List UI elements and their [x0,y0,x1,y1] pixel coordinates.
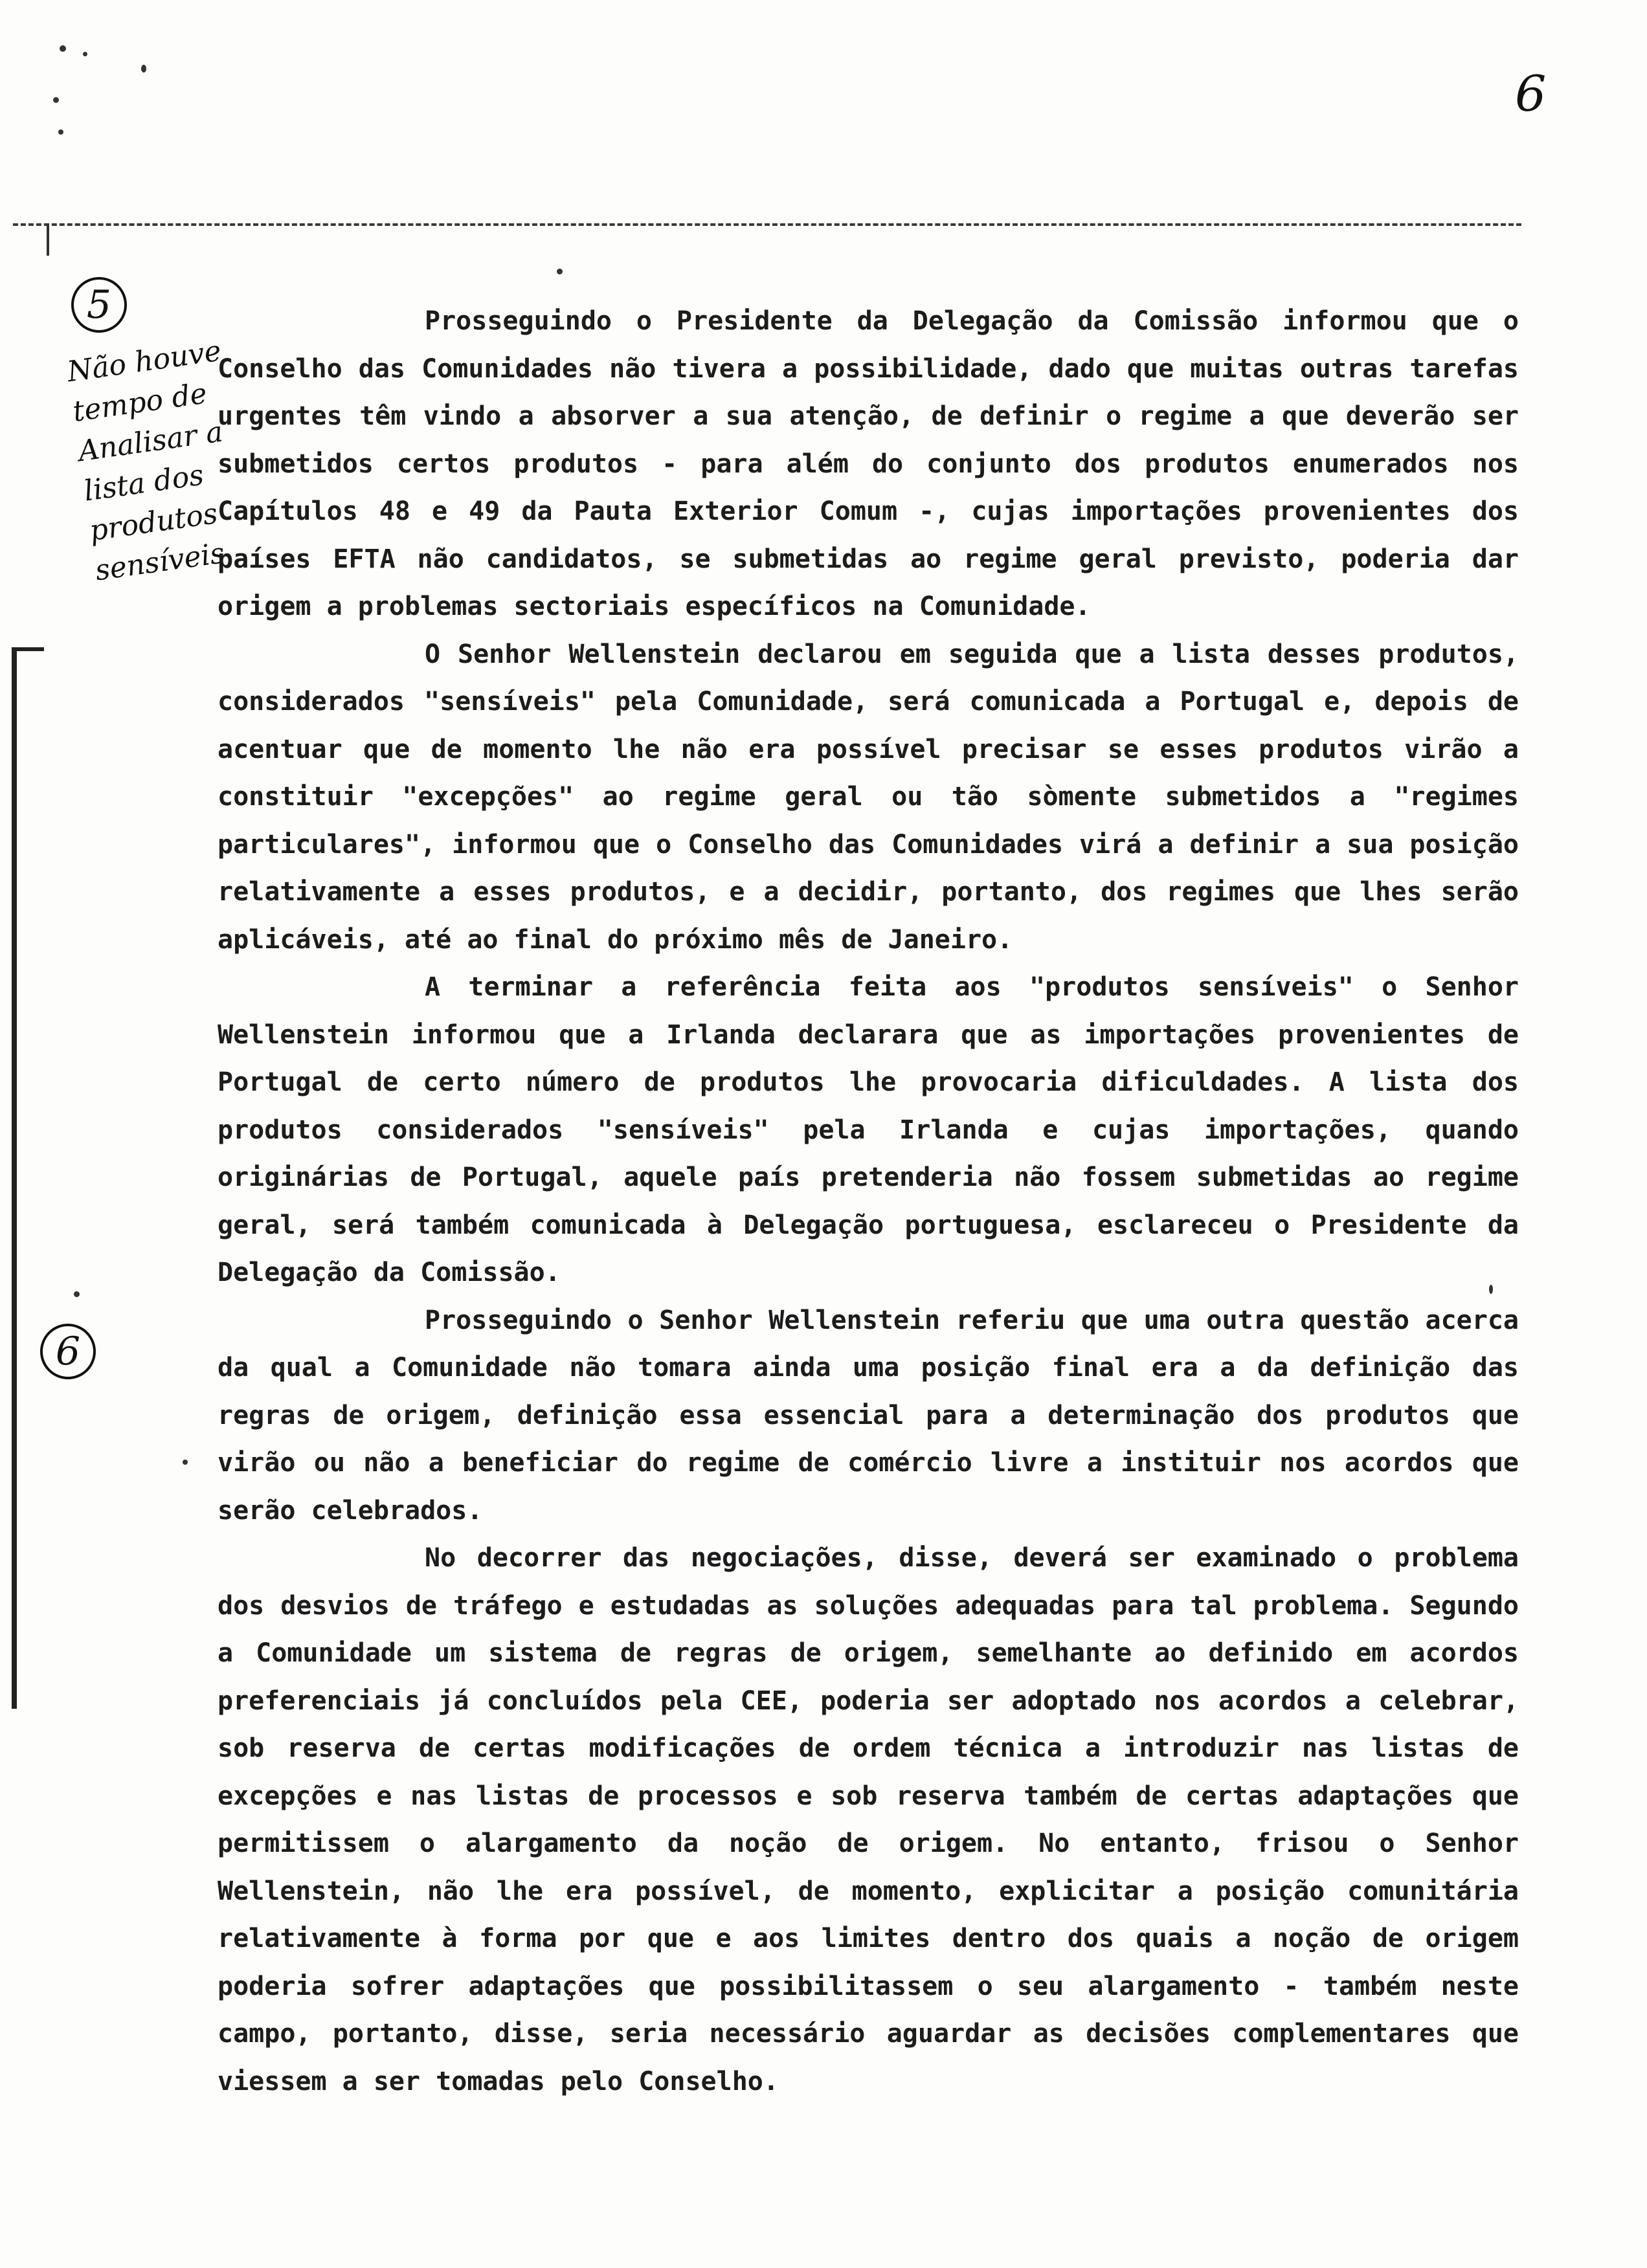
left-margin-bar-cap [12,647,44,651]
margin-note-line: sensíveis [93,536,227,588]
margin-note-line: produtos [87,496,220,548]
margin-note-line: Analisar a [76,415,225,469]
section-marker-6: 6 [40,1324,96,1379]
scan-speck [183,1460,188,1465]
scan-speck [557,269,563,274]
scan-speck [74,1291,80,1297]
margin-note-line: lista dos [82,458,206,508]
top-rule-tick-mark [47,223,49,256]
paragraph: No decorrer das negociações, disse, deverá ser examinado o problema dos desvios de tráfego e estudadas as soluções adequadas para tal problema. Segundo a Comunidade um sistema de regras de origem, semelhante ao definido em acordos preferenciais já concluídos pela CEE, poderia ser adoptado nos acordos a celebrar, sob reserva de certas modificações de ordem técnica a introduzir nas listas de excepções e nas listas de processos e sob reserva também de certas adaptações que permitissem o alargamento da noção de origem. No entanto, frisou o Senhor Wellenstein, não lhe era possível, de momento, explicitar a posição comunitária relativamente à forma por que e aos limites dentro dos quais a noção de origem poderia sofrer adaptações que possibilitassem o seu alargamento - também neste campo, portanto, disse, seria necessário aguardar as decisões complementares que viessem a ser tomadas pelo Conselho. [218,1543,1519,2096]
paragraph: Prosseguindo o Senhor Wellenstein referiu que uma outra questão acerca da qual a Comunidade não tomara ainda uma posição final era a da definição das regras de origem, definição essa essencial para a determinação dos produtos que virão ou não a beneficiar do regime de comércio livre a instituir nos acordos que serão celebrados. [218,1305,1519,1526]
scan-speck [141,65,146,72]
paragraph: Prosseguindo o Presidente da Delegação da Comissão informou que o Conselho das Comunidades não tivera a possibilidade, dado que muitas outras tarefas urgentes têm vindo a absorver a sua atenção, de definir o regime a que deverão ser submetidos certos produtos - para além do conjunto dos produtos enumerados nos Capítulos 48 e 49 da Pauta Exterior Comum -, cujas importações provenientes dos países EFTA não candidatos, se submetidas ao regime geral previsto, poderia dar origem a problemas sectoriais específicos na Comunidade. [218,306,1519,621]
section-marker-5: 5 [71,277,127,333]
document-body [218,298,1519,2106]
scan-speck [58,129,63,135]
paragraph: O Senhor Wellenstein declarou em seguida que a lista desses produtos, considerados "sensíveis" pela Comunidade, será comunicada a Portugal e, depois de acentuar que de momento lhe não era possível precisar se esses produtos virão a constituir "excepções" ao regime geral ou tão sòmente submetidos a "regimes particulares", informou que o Conselho das Comunidades virá a definir a sua posição relativamente a esses produtos, e a decidir, portanto, dos regimes que lhes serão aplicáveis, até ao final do próximo mês de Janeiro. [218,639,1519,955]
page-number: 6 [1515,65,1547,122]
paragraph: A terminar a referência feita aos "produtos sensíveis" o Senhor Wellenstein informou que a Irlanda declarara que as importações provenientes de Portugal de certo número de produtos lhe provocaria dificuldades. A lista dos produtos considerados "sensíveis" pela Irlanda e cujas importações, quando originárias de Portugal, aquele país pretenderia não fossem submetidas ao regime geral, será também comunicada à Delegação portuguesa, esclareceu o Presidente da Delegação da Comissão. [218,972,1519,1287]
scan-speck [60,45,66,52]
scan-speck [83,52,87,56]
margin-note-line: Não houve [65,334,223,389]
left-margin-bar [12,647,17,1709]
scan-speck [53,97,59,103]
margin-note-line: tempo de [71,377,209,428]
top-divider-rule [13,223,1521,226]
